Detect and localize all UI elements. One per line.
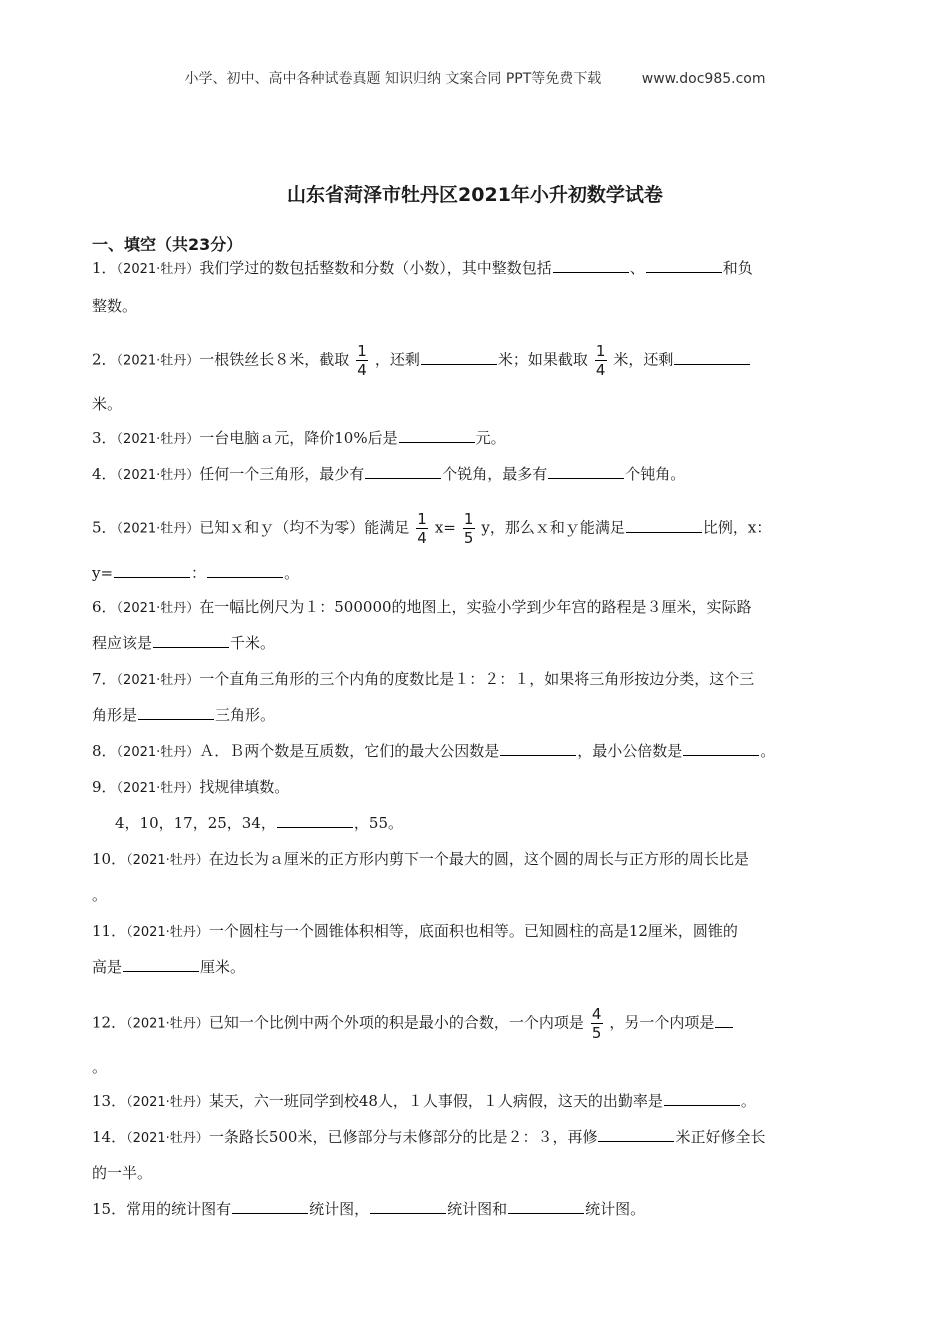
question-2-cont <box>92 394 122 414</box>
question-11-cont <box>92 957 245 977</box>
source-tag: （2021·牡丹） <box>116 468 200 483</box>
answer-blank[interactable] <box>683 741 759 756</box>
question-text: 在边长为ａ厘米的正方形内剪下一个最大的圆，这个圆的周长与正方形的周长比是 <box>208 850 749 868</box>
answer-blank[interactable] <box>500 741 576 756</box>
question-10 <box>92 849 749 871</box>
fraction <box>590 1005 604 1042</box>
question-number: 12． <box>92 1013 127 1032</box>
question-text: 高是 <box>92 958 123 976</box>
question-text: 一条路长500米，已修部分与未修部分的比是２：３，再修 <box>208 1128 598 1146</box>
answer-blank[interactable] <box>153 633 229 648</box>
fraction-denominator: 4 <box>357 361 367 379</box>
question-11 <box>92 921 738 943</box>
question-number: 13． <box>92 1092 127 1110</box>
question-2 <box>92 342 751 379</box>
question-text: 。 <box>740 1092 756 1110</box>
question-text: 的一半。 <box>92 1164 153 1182</box>
question-text: 米，还剩 <box>613 350 674 369</box>
question-number: 8． <box>92 742 117 760</box>
question-text: 整数。 <box>92 297 138 315</box>
question-text: 我们学过的数包括整数和分数（小数），其中整数包括 <box>199 259 552 277</box>
answer-blank[interactable] <box>626 518 702 533</box>
question-text: 。 <box>92 1058 108 1076</box>
question-text: 厘米。 <box>200 958 246 976</box>
question-text: 已知一个比例中两个外项的积是最小的合数，一个内项是 <box>208 1013 584 1032</box>
question-text: 某天，六一班同学到校48人，１人事假，１人病假，这天的出勤率是 <box>208 1092 663 1110</box>
question-text: 4，10，17，25，34， <box>115 814 276 832</box>
question-13 <box>92 1091 756 1113</box>
source-tag: （2021·牡丹） <box>116 432 200 447</box>
question-text: 角形是 <box>92 706 138 724</box>
question-text: 米；如果截取 <box>497 350 588 369</box>
question-9 <box>92 777 289 799</box>
question-5-cont <box>92 563 299 583</box>
answer-blank[interactable] <box>123 957 199 972</box>
question-text: 统计图和 <box>447 1200 508 1218</box>
question-text: 。 <box>92 886 108 904</box>
question-text: ，还剩 <box>374 350 420 369</box>
question-text: 程应该是 <box>92 634 153 652</box>
question-text: 在一幅比例尺为１：500000的地图上，实验小学到少年宫的路程是３厘米，实际路 <box>199 598 752 616</box>
question-12-cont <box>92 1057 107 1077</box>
source-tag: （2021·牡丹） <box>116 781 200 796</box>
question-6-cont <box>92 633 275 653</box>
answer-blank[interactable] <box>553 258 629 273</box>
question-text: 一根铁丝长８米，截取 <box>199 350 350 369</box>
answer-blank[interactable] <box>715 1013 733 1028</box>
answer-blank[interactable] <box>598 1127 674 1142</box>
question-number: 6． <box>92 598 117 616</box>
question-number: 7． <box>92 670 117 688</box>
question-number: 1． <box>92 259 117 277</box>
question-1 <box>92 258 753 280</box>
question-text: 一个直角三角形的三个内角的度数比是１：２：１，如果将三角形按边分类，这个三 <box>199 670 755 688</box>
fraction-denominator: 4 <box>417 529 427 547</box>
question-number: 3． <box>92 429 117 447</box>
source-tag: （2021·牡丹） <box>116 521 200 537</box>
question-number: 14． <box>92 1128 127 1146</box>
question-text: 。 <box>760 742 776 760</box>
section-heading: 一、填空（共23分） <box>92 235 243 254</box>
page-header <box>0 68 950 88</box>
question-text: y= <box>92 564 114 582</box>
question-text: 统计图， <box>309 1200 370 1218</box>
question-number: 5． <box>92 518 117 537</box>
question-text: 统计图。 <box>585 1200 646 1218</box>
answer-blank[interactable] <box>138 705 214 720</box>
fraction-numerator: 4 <box>591 1005 602 1023</box>
fraction-numerator: 1 <box>463 510 474 528</box>
question-text: 比例，x： <box>702 518 772 537</box>
answer-blank[interactable] <box>207 563 283 578</box>
fraction-denominator: 5 <box>463 529 474 547</box>
answer-blank[interactable] <box>399 428 475 443</box>
question-text: x= <box>434 518 456 537</box>
question-6 <box>92 597 752 619</box>
question-text: ： <box>191 564 207 582</box>
question-text: 一台电脑ａ元，降价10%后是 <box>199 429 398 447</box>
fraction <box>355 342 369 379</box>
question-14 <box>92 1127 765 1149</box>
question-9-sequence <box>115 813 403 833</box>
question-7 <box>92 669 754 691</box>
question-1-cont <box>92 296 137 316</box>
question-number: 10． <box>92 850 127 868</box>
question-text: 三角形。 <box>215 706 276 724</box>
source-tag: （2021·牡丹） <box>116 353 200 369</box>
question-5 <box>92 510 771 547</box>
header-text: 小学、初中、高中各种试卷真题 知识归纳 文案合同 PPT等免费下载 <box>184 71 602 87</box>
source-tag: （2021·牡丹） <box>116 262 200 277</box>
fraction-denominator: 4 <box>595 361 606 379</box>
source-tag: （2021·牡丹） <box>126 1016 209 1032</box>
answer-blank[interactable] <box>548 464 624 479</box>
question-text: 元。 <box>475 429 506 447</box>
question-text: 常用的统计图有 <box>126 1200 232 1218</box>
source-tag: （2021·牡丹） <box>116 745 200 760</box>
source-tag: （2021·牡丹） <box>126 1131 209 1146</box>
source-tag: （2021·牡丹） <box>126 925 209 940</box>
question-text: 个钝角。 <box>625 465 686 483</box>
question-3 <box>92 428 506 450</box>
question-text: y，那么ｘ和ｙ能满足 <box>481 518 625 537</box>
question-10-cont <box>92 885 107 905</box>
question-text: 已知ｘ和ｙ（均不为零）能满足 <box>199 518 410 537</box>
fraction <box>594 342 608 379</box>
answer-blank[interactable] <box>365 464 441 479</box>
answer-blank[interactable] <box>370 1199 446 1214</box>
fraction <box>462 510 476 547</box>
question-text: 。 <box>284 564 300 582</box>
question-12 <box>92 1005 734 1042</box>
question-text: 米。 <box>92 395 123 413</box>
question-text: 和负 <box>722 259 753 277</box>
source-tag: （2021·牡丹） <box>116 673 200 688</box>
question-text: 米正好修全长 <box>675 1128 766 1146</box>
question-text: 找规律填数。 <box>199 778 290 796</box>
page-title: 山东省菏泽市牡丹区2021年小升初数学试卷 <box>287 184 663 206</box>
question-text: ，最小公倍数是 <box>577 742 683 760</box>
question-number: 11． <box>92 922 127 940</box>
question-number: 15． <box>92 1200 127 1218</box>
fraction-numerator: 1 <box>417 510 427 528</box>
question-text: 一个圆柱与一个圆锥体积相等，底面积也相等。已知圆柱的高是12厘米，圆锥的 <box>208 922 738 940</box>
answer-blank[interactable] <box>421 350 497 365</box>
question-text: 千米。 <box>230 634 276 652</box>
question-number: 9． <box>92 778 117 796</box>
header-site: www.doc985.com <box>641 71 766 87</box>
question-14-cont <box>92 1163 152 1183</box>
question-8 <box>92 741 775 763</box>
source-tag: （2021·牡丹） <box>126 853 209 868</box>
answer-blank[interactable] <box>277 813 353 828</box>
question-number: 2． <box>92 350 117 369</box>
answer-blank[interactable] <box>674 350 750 365</box>
answer-blank[interactable] <box>232 1199 308 1214</box>
answer-blank[interactable] <box>664 1091 740 1106</box>
question-text: ，另一个内项是 <box>609 1013 715 1032</box>
fraction-denominator: 5 <box>591 1024 602 1042</box>
question-text: Ａ．Ｂ两个数是互质数，它们的最大公因数是 <box>199 742 500 760</box>
fraction-numerator: 1 <box>595 342 606 360</box>
question-7-cont <box>92 705 275 725</box>
question-text: 、 <box>629 259 645 277</box>
answer-blank[interactable] <box>114 563 190 578</box>
question-4 <box>92 464 685 486</box>
question-text: 个锐角，最多有 <box>442 465 548 483</box>
answer-blank[interactable] <box>508 1199 584 1214</box>
fraction-numerator: 1 <box>357 342 367 360</box>
fraction <box>415 510 429 547</box>
question-text: 任何一个三角形，最少有 <box>199 465 365 483</box>
question-number: 4． <box>92 465 117 483</box>
source-tag: （2021·牡丹） <box>126 1095 209 1110</box>
answer-blank[interactable] <box>646 258 722 273</box>
source-tag: （2021·牡丹） <box>116 601 200 616</box>
question-15 <box>92 1199 645 1219</box>
question-text: ，55。 <box>353 814 403 832</box>
